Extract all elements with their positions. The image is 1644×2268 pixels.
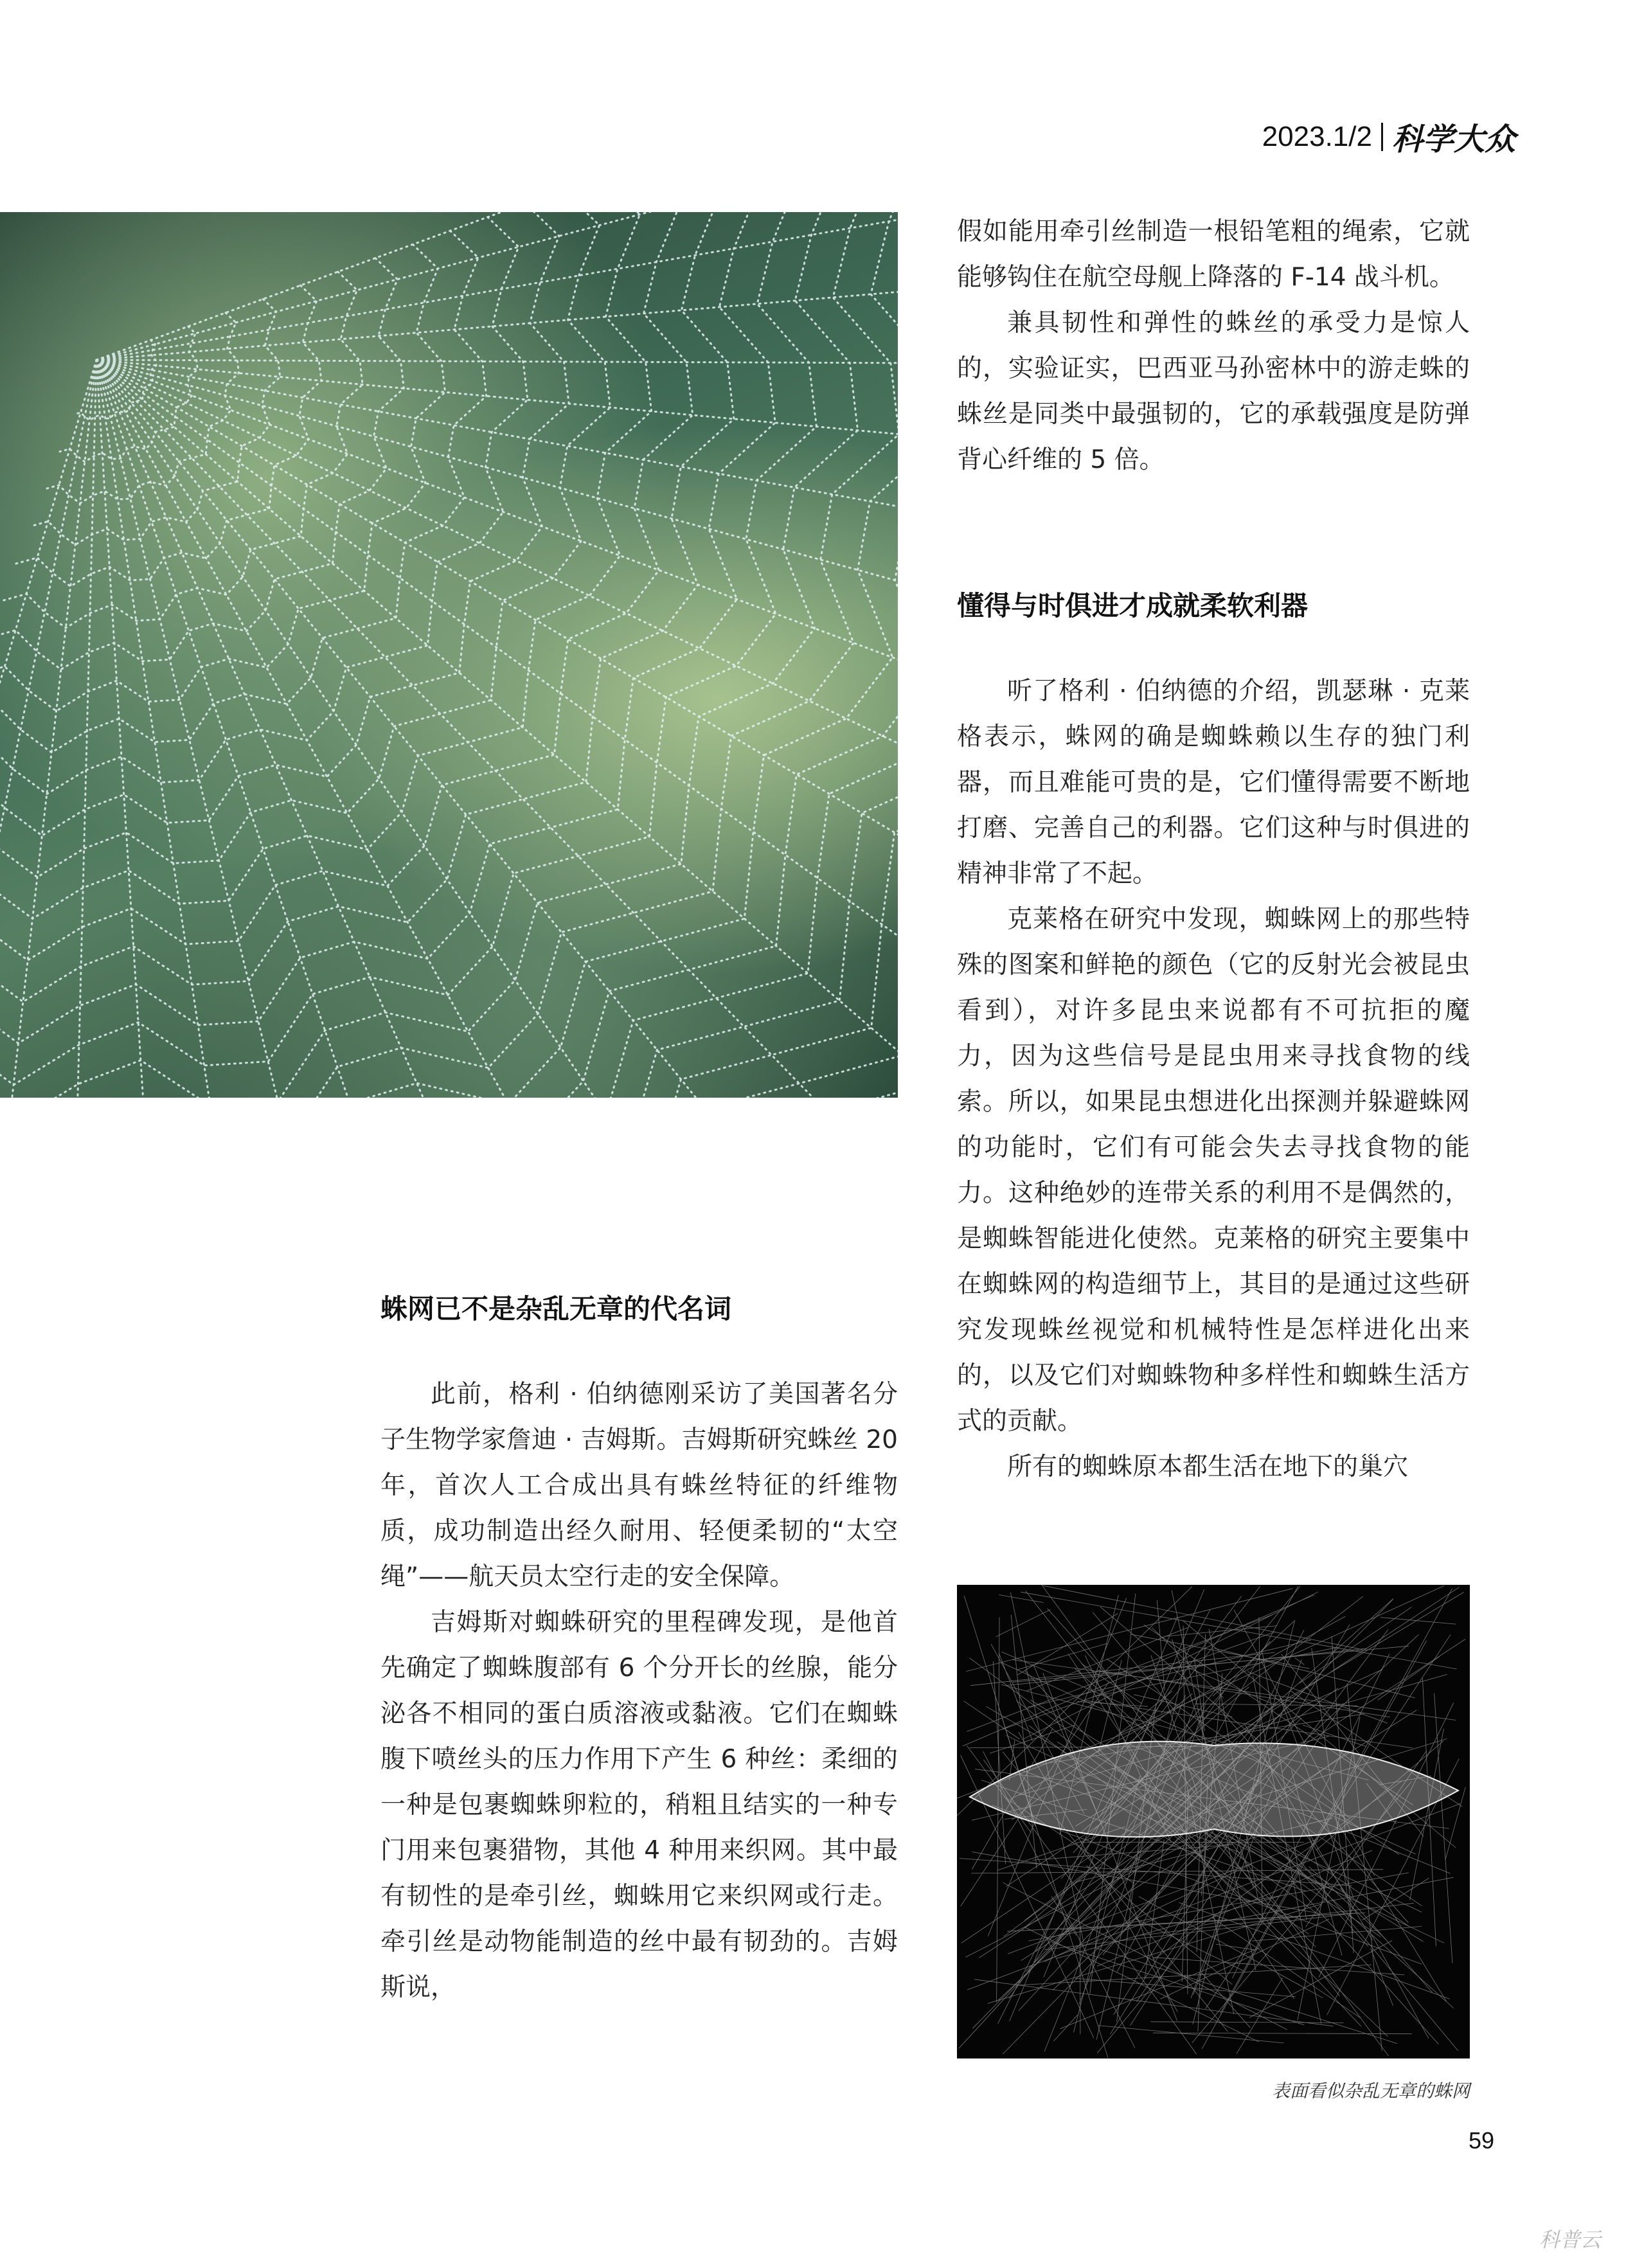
magazine-logo: 科学大众 <box>1391 121 1515 157</box>
section-heading: 蛛网已不是杂乱无章的代名词 <box>380 1293 732 1325</box>
header-divider <box>1381 123 1383 151</box>
paragraph: 此前，格利 · 伯纳德刚采访了美国著名分子生物学家詹迪 · 吉姆斯。吉姆斯研究蛛丝 20 年，首次人工合成出具有蛛丝特征的纤维物质，成功制造出经久耐用、轻便柔韧的“太空绳”——航天员太空行走的安全保障。 <box>380 1380 898 1591</box>
photo-caption: 表面看似杂乱无章的蛛网 <box>1271 2080 1470 2102</box>
spider-web-illustration <box>0 212 898 1098</box>
issue-date: 2023.1/2 <box>1262 120 1372 152</box>
left-column-body <box>380 1371 898 2010</box>
messy-web-illustration <box>957 1585 1470 2058</box>
messy-spider-web-photo <box>957 1585 1470 2058</box>
paragraph: 假如能用牵引丝制造一根铅笔粗的绳索，它就能够钩住在航空母舰上降落的 F-14 战斗机。 <box>957 217 1470 292</box>
section-heading: 懂得与时俱进才成就柔软利器 <box>957 590 1309 621</box>
right-column-body <box>957 668 1470 1490</box>
page-header <box>1262 114 1515 159</box>
watermark: 科普云 <box>1539 2228 1602 2252</box>
paragraph: 听了格利 · 伯纳德的介绍，凯瑟琳 · 克莱格表示，蛛网的确是蜘蛛赖以生存的独门利器，而且难能可贵的是，它们懂得需要不断地打磨、完善自己的利器。它们这种与时俱进的精神非常了不起。 <box>957 677 1470 888</box>
right-column-top <box>957 209 1470 483</box>
paragraph: 所有的蜘蛛原本都生活在地下的巢穴 <box>1007 1452 1409 1481</box>
paragraph: 兼具韧性和弹性的蛛丝的承受力是惊人的，实验证实，巴西亚马孙密林中的游走蛛的蛛丝是同类中最强韧的，它的承载强度是防弹背心纤维的 5 倍。 <box>957 308 1470 474</box>
spider-web-dew-photo <box>0 212 898 1098</box>
paragraph: 吉姆斯对蜘蛛研究的里程碑发现，是他首先确定了蜘蛛腹部有 6 个分开长的丝腺，能分泌各不相同的蛋白质溶液或黏液。它们在蜘蛛腹下喷丝头的压力作用下产生 6 种丝：柔细的一种是包裹蜘蛛卵粒的，稍粗且结实的一种专门用来包裹猎物，其他 4 种用来织网。其中最有韧性的是牵引丝，蜘蛛用它来织网或行走。牵引丝是动物能制造的丝中最有韧劲的。吉姆斯说， <box>380 1608 898 2002</box>
paragraph: 克莱格在研究中发现，蜘蛛网上的那些特殊的图案和鲜艳的颜色（它的反射光会被昆虫看到），对许多昆虫来说都有不可抗拒的魔力，因为这些信号是昆虫用来寻找食物的线索。所以，如果昆虫想进化出探测并躲避蛛网的功能时，它们有可能会失去寻找食物的能力。这种绝妙的连带关系的利用不是偶然的，是蜘蛛智能进化使然。克莱格的研究主要集中在蜘蛛网的构造细节上，其目的是通过这些研究发现蛛丝视觉和机械特性是怎样进化出来的，以及它们对蜘蛛物种多样性和蜘蛛生活方式的贡献。 <box>957 905 1470 1436</box>
page-number: 59 <box>1469 2127 1495 2154</box>
